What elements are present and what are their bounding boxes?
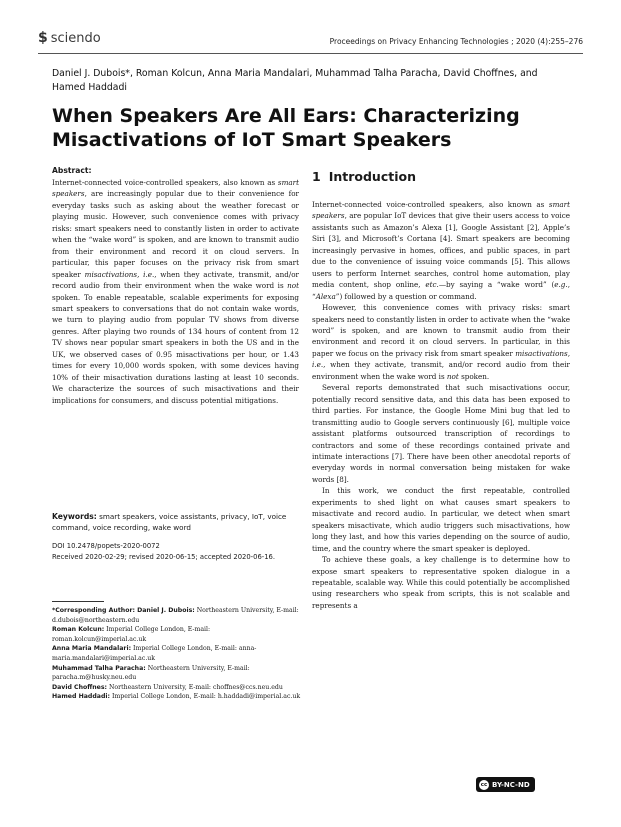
- abstract-label: Abstract:: [52, 166, 92, 175]
- paper-title: When Speakers Are All Ears: Characterizing Misactivations of IoT Smart Speakers: [52, 105, 520, 151]
- text-segment: Internet-connected voice-controlled speakers, also known as: [312, 200, 549, 209]
- affiliation: [52, 683, 302, 693]
- text-segment: In this work, we conduct the first repeatable, controlled experiments to shed light on what causes smart speakers to misactivate and record audio. In particular, we detect when smart speakers misactivate, which audio triggers such misactivations, how long they last, and how this varies depending on the source of audio, time, and the country where the smart speaker is deployed.: [312, 486, 570, 553]
- affiliation-name: Roman Kolcun:: [52, 626, 105, 634]
- license-badge[interactable]: [476, 777, 535, 792]
- affiliation-detail: Northeastern University, E-mail: d.dubois@northeastern.edu: [52, 607, 299, 624]
- affiliation: [52, 606, 302, 625]
- abstract-segment: Internet-connected voice-controlled speakers, also known as: [52, 178, 278, 187]
- header-rule: [38, 53, 583, 54]
- affiliation-detail: Northeastern University, E-mail: paracha.m@husky.neu.edu: [52, 664, 250, 682]
- abstract-segment: , are increasingly popular due to their convenience for everyday tasks such as asking about the weather forecast or playing music. However, such convenience comes with privacy risks: smart speakers need to constantly listen in order to activate when the “wake word” is spoken, and are known to transmit audio from their environment and record it on cloud servers. In particular, this paper focuses on the privacy risk from smart speaker: [52, 189, 299, 279]
- section-heading: [312, 169, 416, 184]
- paragraph: [312, 199, 570, 302]
- introduction-body: [312, 199, 570, 611]
- keywords-text: smart speakers, voice assistants, privacy, IoT, voice command, voice recording, wake word: [52, 512, 287, 532]
- text-segment: To achieve these goals, a key challenge is to determine how to expose smart speakers to representative spoken dialogue in a repeatable, scalable way. While this could potentially be accomplished using researchers who speak from scripts, this is not scalable and represents a: [312, 555, 570, 610]
- text-segment: e.g.: [554, 280, 568, 290]
- text-segment: ”) followed by a question or command.: [335, 291, 477, 301]
- affiliation-name: Hamed Haddadi:: [52, 693, 110, 701]
- affiliation: [52, 692, 302, 702]
- paragraph: [312, 554, 570, 611]
- section-number: 1: [312, 169, 321, 184]
- affiliation-name: *Corresponding Author: Daniel J. Dubois:: [52, 607, 195, 614]
- text-segment: Several reports demonstrated that such misactivations occur, potentially record sensitive data, and this data has been exposed to third parties. For instance, the Google Home Mini bug that led to transmitting audio to Google servers continuously [6], multiple voice assistant platforms outsourced transcription of recordings to contractors and some of these recordings contained private and intimate interactions [7]. There have been other anecdotal reports of everyday words in normal conversation being mistaken for wake words [8].: [312, 383, 570, 484]
- text-segment: Alexa: [315, 291, 336, 301]
- paragraph: [312, 382, 570, 485]
- text-segment: not: [446, 371, 459, 381]
- publisher-logo: [38, 30, 101, 46]
- text-segment: , when they activate, transmit, and/or record audio from their environment when the wake word is: [312, 360, 570, 381]
- paragraph: [312, 302, 570, 382]
- text-segment: smart speakers: [312, 200, 570, 221]
- cc-icon: cc: [480, 781, 488, 788]
- section-title: Introduction: [328, 169, 416, 184]
- affiliation-name: Muhammad Talha Paracha:: [52, 664, 146, 672]
- affiliation-detail: Imperial College London, E-mail: roman.kolcun@imperial.ac.uk: [52, 626, 211, 643]
- keywords: [52, 511, 299, 533]
- publication-info: [52, 541, 302, 562]
- affiliation-detail: Imperial College London, E-mail: h.haddadi@imperial.ac.uk: [110, 693, 301, 701]
- text-segment: , “: [312, 280, 570, 301]
- text-segment: —by saying a “wake word” (: [438, 280, 555, 290]
- text-segment: spoken.: [458, 371, 490, 381]
- abstract-segment: spoken. To enable repeatable, scalable experiments for exposing smart speakers to conversations that do not contain wake words, we turn to playing audio from popular TV shows from diverse genres. After playing two rounds of 134 hours of content from 12 TV shows near popular smart speakers in both the US and in the UK, we observed cases of 0.95 misactivations per hour, or 1.43 times for every 10,000 words spoken, with some devices having 10% of their misactivation durations lasting at least 10 seconds. We characterize the sources of such misactivations and their implications for consumers, and discuss potential mitigations.: [52, 292, 299, 405]
- affiliation: [52, 625, 302, 644]
- license-text: BY-NC-ND: [492, 780, 530, 789]
- journal-header: Proceedings on Privacy Enhancing Technologies ; 2020 (4):255–276: [329, 37, 583, 46]
- footnote-rule: [52, 601, 104, 602]
- author-list: Daniel J. Dubois*, Roman Kolcun, Anna Maria Mandalari, Muhammad Talha Paracha, David Choffnes, and Hamed Haddadi: [52, 68, 538, 93]
- abstract-segment: smart speakers: [52, 178, 299, 199]
- doi: DOI 10.2478/popets-2020-0072: [52, 542, 160, 550]
- paragraph: [312, 485, 570, 554]
- abstract-segment: , when they activate, transmit, and/or record audio from their environment when the wake word is: [52, 269, 299, 291]
- author-affiliations: [52, 606, 302, 702]
- affiliation-detail: Imperial College London, E-mail: anna-maria.mandalari@imperial.ac.uk: [52, 645, 257, 662]
- affiliation-name: Anna Maria Mandalari:: [52, 645, 132, 653]
- text-segment: etc.: [425, 280, 439, 290]
- affiliation-detail: Northeastern University, E-mail: choffnes@ccs.neu.edu: [107, 683, 283, 691]
- text-segment: , are popular IoT devices that give their users access to voice assistants such as Amazon’s Alexa [1], Google Assistant [2], Apple’s Siri [3], and Microsoft’s Cortana [4]. Smart speakers are becoming increasingly pervasive in homes, offices, and public spaces, in part due to the convenience of issuing voice commands [5]. This allows users to perform Internet searches, control home automation, play media content, shop online,: [312, 211, 570, 290]
- abstract-segment: not: [287, 281, 299, 291]
- abstract-segment: misactivations, i.e.: [84, 269, 155, 279]
- affiliation: [52, 644, 302, 663]
- received-dates: Received 2020-02-29; revised 2020-06-15; accepted 2020-06-16.: [52, 552, 276, 561]
- text-segment: misactivations, i.e.: [312, 348, 570, 370]
- publisher-name: sciendo: [50, 30, 101, 46]
- affiliation: [52, 664, 302, 683]
- affiliation-name: David Choffnes:: [52, 683, 108, 691]
- abstract-text: [52, 177, 299, 406]
- keywords-label: Keywords:: [52, 512, 97, 521]
- sciendo-icon: $: [38, 30, 48, 46]
- text-segment: However, this convenience comes with privacy risks: smart speakers need to constantly listen in order to activate when the “wake word” is spoken, and are known to transmit audio from their environment and record it on cloud servers. In particular, in this paper we focus on the privacy risk from smart speaker: [312, 303, 570, 358]
